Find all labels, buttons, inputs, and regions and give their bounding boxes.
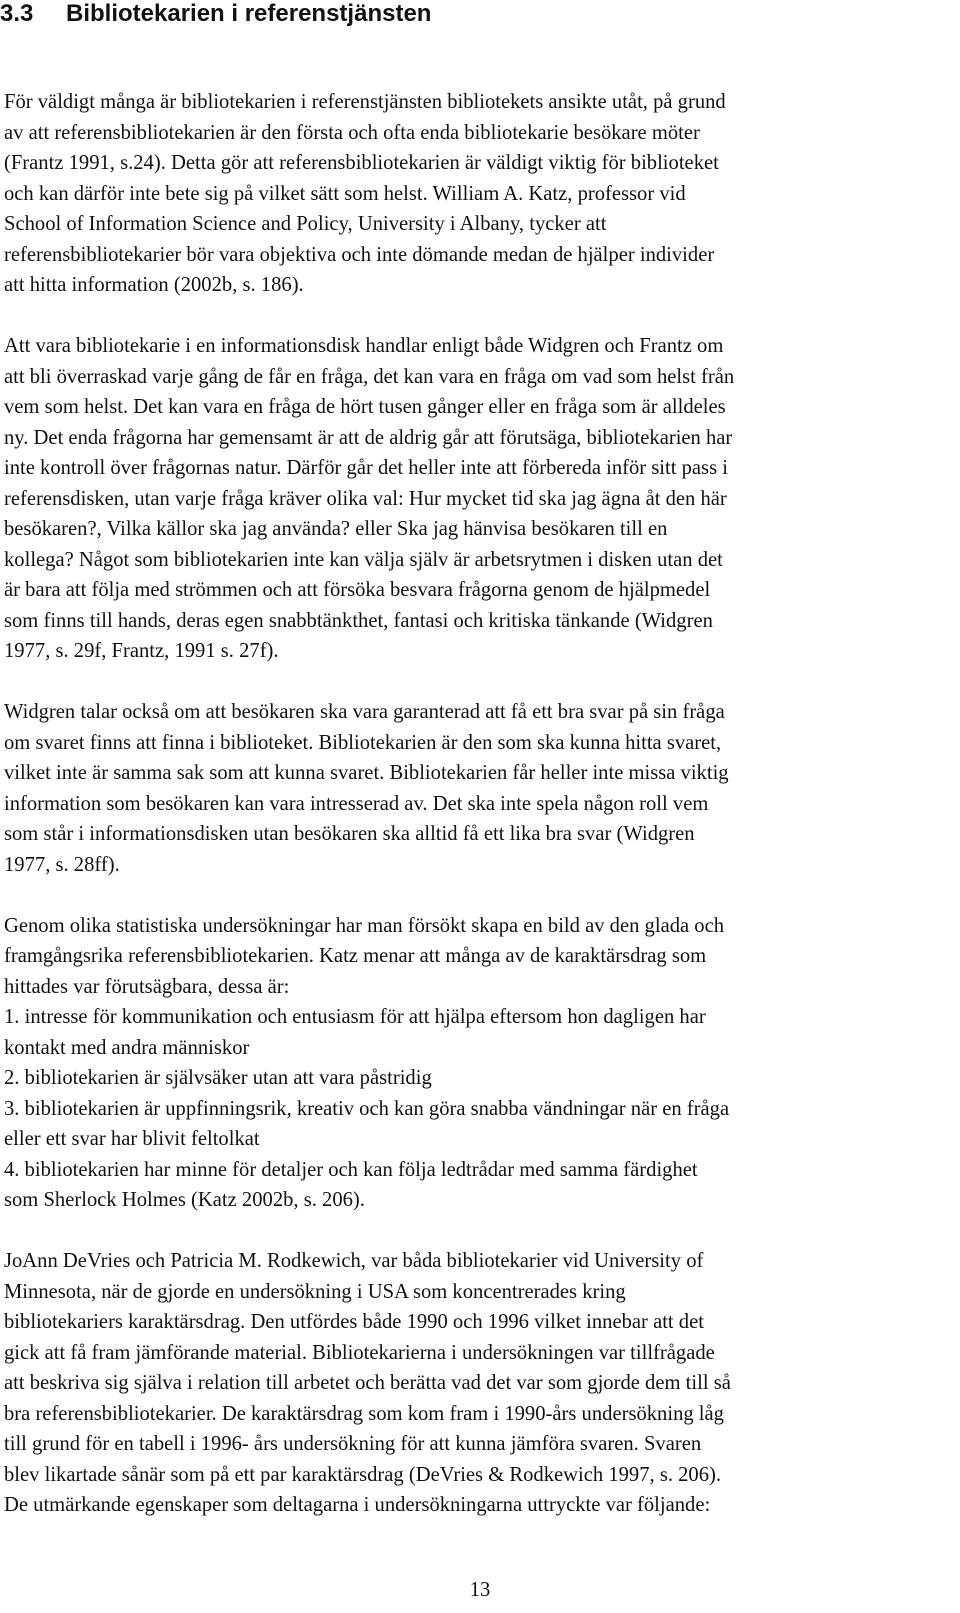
- paragraph-devries-rodkewich: JoAnn DeVries och Patricia M. Rodkewich, var båda bibliotekarier vid University of Minnesota, när de gjorde en undersökning i USA som koncentrerades kring bibliotekariers karaktärsdrag. Den utfördes både 1990 och 1996 vilket innebar att det gick att få fram jämförande material. Bibliotekarierna i undersökningen var tillfrågade att beskriva sig själva i relation till arbetet och berätta vad det var som gjorde dem till så bra referensbibliotekarier. De karaktärsdrag som kom fram i 1990-års undersökning låg till grund för en tabell i 1996- års undersökning för att kunna jämföra svaren. Svaren blev likartade sånär som på ett par karaktärsdrag (DeVries & Rodkewich 1997, s. 206). De utmärkande egenskaper som deltagarna i undersökningarna uttryckte var följande:: [4, 1250, 731, 1516]
- section-heading: [0, 0, 431, 28]
- paragraph-informationsdisk: Att vara bibliotekarie i en informationsdisk handlar enligt både Widgren och Frantz om att bli överraskad varje gång de får en fråga, det kan vara en fråga om vad som helst från vem som helst. Det kan vara en fråga de hört tusen gånger eller en fråga som är alldeles ny. Det enda frågorna har gemensamt är att de aldrig går att förutsäga, bibliotekarien har inte kontroll över frågornas natur. Därför går det heller inte att förbereda inför sitt pass i referensdisken, utan varje fråga kräver olika val: Hur mycket tid ska jag ägna åt den här besökaren?, Vilka källor ska jag använda? eller Ska jag hänvisa besökaren till en kollega? Något som bibliotekarien inte kan välja själv är arbetsrytmen i disken utan det är bara att följa med strömmen och att försöka besvara frågorna genom de hjälpmedel som finns till hands, deras egen snabbtänkthet, fantasi och kritiska tänkande (Widgren 1977, s. 29f, Frantz, 1991 s. 27f).: [4, 335, 735, 662]
- paragraph-referensbibliotekarien: För väldigt många är bibliotekarien i referenstjänsten bibliotekets ansikte utåt, på grund av att referensbibliotekarien är den första och ofta enda bibliotekarie besökare möter (Frantz 1991, s.24). Detta gör att referensbibliotekarien är väldigt viktig för biblioteket och kan därför inte bete sig på vilket sätt som helst. William A. Katz, professor vid School of Information Science and Policy, University i Albany, tycker att referensbibliotekarier bör vara objektiva och inte dömande medan de hjälper individer att hitta information (2002b, s. 186).: [4, 91, 726, 296]
- paragraph-widgren: Widgren talar också om att besökaren ska vara garanterad att få ett bra svar på sin fråga om svaret finns att finna i biblioteket. Bibliotekarien är den som ska kunna hitta svaret, vilket inte är samma sak som att kunna svaret. Bibliotekarien får heller inte missa viktig information som besökaren kan vara intresserad av. Det ska inte spela någon roll vem som står i informationsdisken utan besökaren ska alltid få ett lika bra svar (Widgren 1977, s. 28ff).: [4, 701, 729, 876]
- section-number: 3.3: [0, 0, 34, 27]
- body-text: [4, 87, 960, 1521]
- paragraph-karaktarsdrag-lista: Genom olika statistiska undersökningar har man försökt skapa en bild av den glada och framgångsrika referensbibliotekarien. Katz menar att många av de karaktärsdrag som hittades var förutsägbara, dessa är: 1. intresse för kommunikation och entusiasm för att hjälpa eftersom hon dagligen har kontakt med andra människor 2. bibliotekarien är självsäker utan att vara påstridig 3. bibliotekarien är uppfinningsrik, kreativ och kan göra snabba vändningar när en fråga eller ett svar har blivit feltolkat 4. bibliotekarien har minne för detaljer och kan följa ledtrådar med samma färdighet som Sherlock Holmes (Katz 2002b, s. 206).: [4, 914, 730, 1211]
- section-title: Bibliotekarien i referenstjänsten: [66, 0, 432, 27]
- page-number: 13: [469, 1579, 491, 1601]
